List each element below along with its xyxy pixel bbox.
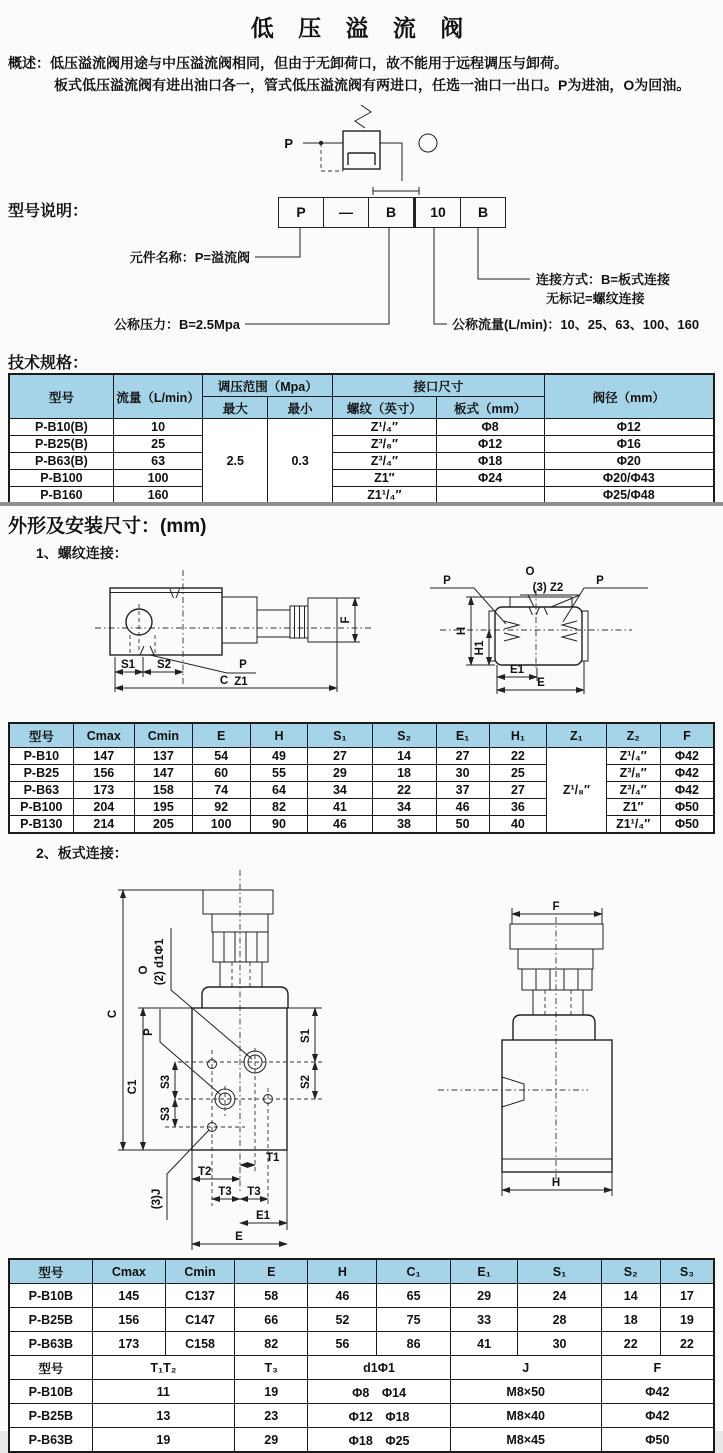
cell: P-B25B bbox=[9, 1308, 92, 1332]
port-label-o: O bbox=[525, 566, 535, 578]
cell: 30 bbox=[436, 765, 489, 782]
cell: 24 bbox=[518, 1284, 601, 1308]
col-header: S₁ bbox=[518, 1259, 601, 1284]
cell: 27 bbox=[436, 748, 489, 765]
hole-label-d1: (2) d1Φ1 bbox=[154, 938, 166, 986]
col-header: E bbox=[192, 723, 250, 748]
cell: 33 bbox=[450, 1308, 518, 1332]
dim-label-t3b: T3 bbox=[247, 1186, 261, 1198]
cell: P-B63B bbox=[9, 1428, 92, 1453]
cell-max: 2.5 bbox=[203, 419, 268, 505]
dim-label-c-plate: C bbox=[107, 1009, 119, 1019]
symbol-base-line bbox=[373, 187, 419, 195]
spec-table bbox=[8, 373, 715, 505]
table-row bbox=[9, 1332, 714, 1356]
cell: Φ12 Φ18 bbox=[308, 1404, 450, 1428]
col-header: 型号 bbox=[9, 723, 73, 748]
cell: Z1¹/₄″ bbox=[606, 816, 660, 834]
overview-line2: 板式低压溢流阀有进出油口各一，管式低压溢流阀有两进口，任选一油口一出口。P为进油，O为回油。 bbox=[54, 77, 691, 94]
cell: 28 bbox=[518, 1308, 601, 1332]
page-title: 低 压 溢 流 阀 bbox=[250, 15, 473, 41]
dim-label-e1-plate: E1 bbox=[255, 1210, 271, 1222]
pressure-callout: 公称压力：B=2.5Mpa bbox=[113, 317, 240, 332]
cell-model: P-B25(B) bbox=[9, 436, 113, 453]
model-box-b2: B bbox=[477, 204, 489, 220]
plate-connection-drawing bbox=[0, 862, 723, 1254]
cell: 22 bbox=[489, 748, 547, 765]
port-label-p-threaded: P bbox=[239, 659, 247, 671]
dim-label-s3b: S3 bbox=[160, 1106, 172, 1122]
col-header: S₂ bbox=[601, 1259, 660, 1284]
cell: P-B10B bbox=[9, 1284, 92, 1308]
col-header: Z₂ bbox=[606, 723, 660, 748]
col-plate: 板式（mm） bbox=[436, 397, 544, 419]
port-arrow-left bbox=[504, 621, 519, 641]
cell: Φ50 bbox=[660, 816, 714, 834]
cell: Z³/₈″ bbox=[606, 765, 660, 782]
col-header: S₂ bbox=[372, 723, 436, 748]
spring-icon bbox=[355, 105, 371, 128]
overview-line1: 概述：低压溢流阀用途与中压溢流阀相同，但由于无卸荷口，故不能用于远程调压与卸荷。 bbox=[8, 55, 568, 71]
cell: C137 bbox=[166, 1284, 235, 1308]
pilot-dashed-line bbox=[321, 143, 343, 171]
dim-label-s3a: S3 bbox=[160, 1074, 172, 1090]
cell-z1-merged: Z¹/₈″ bbox=[547, 748, 606, 834]
cell: 204 bbox=[73, 799, 134, 816]
threaded-side-view bbox=[95, 570, 372, 692]
col-header: E₁ bbox=[436, 723, 489, 748]
thread-label-z1: Z1 bbox=[234, 676, 248, 688]
cell: Φ42 bbox=[660, 748, 714, 765]
model-box-b: B bbox=[369, 198, 414, 227]
cell-thread: Z1″ bbox=[333, 470, 437, 487]
dim-label-c1: C1 bbox=[127, 1079, 139, 1095]
component-callout: 元件名称：P=溢流阀 bbox=[129, 250, 250, 265]
cell: 46 bbox=[308, 816, 372, 834]
table-row bbox=[9, 1404, 714, 1428]
col-header: C₁ bbox=[377, 1259, 450, 1284]
table-row bbox=[9, 782, 714, 799]
port-label-p-left: P bbox=[443, 575, 451, 587]
dim-label-e1-threaded: E1 bbox=[509, 664, 525, 676]
cell: 19 bbox=[92, 1428, 234, 1453]
cell: 23 bbox=[235, 1404, 308, 1428]
threaded-dims-table bbox=[8, 722, 715, 834]
cell-model: P-B63(B) bbox=[9, 453, 113, 470]
cell-model: P-B160 bbox=[9, 487, 113, 505]
cell: 56 bbox=[308, 1332, 377, 1356]
cell: M8×45 bbox=[450, 1428, 601, 1453]
cell: Z¹/₄″ bbox=[606, 748, 660, 765]
cell: Φ50 bbox=[601, 1428, 714, 1453]
col-model: 型号 bbox=[9, 374, 113, 419]
port-arrow-right bbox=[562, 621, 577, 641]
cell: 205 bbox=[134, 816, 192, 834]
cell: 18 bbox=[601, 1308, 660, 1332]
cell: 22 bbox=[601, 1332, 660, 1356]
cell: 54 bbox=[192, 748, 250, 765]
cell: 49 bbox=[250, 748, 308, 765]
hydraulic-symbol-diagram bbox=[255, 103, 485, 199]
overview-paragraph bbox=[8, 52, 714, 97]
threaded-sub-label: 1、螺纹连接： bbox=[36, 545, 128, 561]
col-header: F bbox=[601, 1356, 714, 1380]
cell: 55 bbox=[250, 765, 308, 782]
plate-sub-label: 2、板式连接： bbox=[36, 845, 128, 861]
dim-label-h-plate: H bbox=[551, 1177, 561, 1189]
cell-model: P-B10(B) bbox=[9, 419, 113, 436]
plate-header-row-b bbox=[9, 1356, 714, 1380]
col-header: 型号 bbox=[9, 1356, 92, 1380]
cell-dia: Φ20/Φ43 bbox=[544, 470, 714, 487]
cell: P-B130 bbox=[9, 816, 73, 834]
cell-flow: 25 bbox=[113, 436, 203, 453]
table-row bbox=[9, 765, 714, 782]
dim-label-e-threaded: E bbox=[537, 677, 545, 689]
cell: Φ42 bbox=[601, 1380, 714, 1404]
plate-dims-table bbox=[8, 1258, 715, 1453]
hole-label-j: (3)J bbox=[151, 1188, 163, 1210]
cell: Φ8 Φ14 bbox=[308, 1380, 450, 1404]
col-header: 型号 bbox=[9, 1259, 92, 1284]
connection-callout-2: 无标记=螺纹连接 bbox=[546, 291, 645, 306]
cell-flow: 160 bbox=[113, 487, 203, 505]
cell: 41 bbox=[450, 1332, 518, 1356]
cell: 19 bbox=[660, 1308, 714, 1332]
cell: Φ42 bbox=[601, 1404, 714, 1428]
cell: 29 bbox=[308, 765, 372, 782]
cell: 27 bbox=[308, 748, 372, 765]
cell: 27 bbox=[489, 782, 547, 799]
cell: 38 bbox=[372, 816, 436, 834]
cell: 22 bbox=[660, 1332, 714, 1356]
dim-label-f-threaded: F bbox=[340, 616, 352, 624]
cell-plate: Φ24 bbox=[436, 470, 544, 487]
col-min: 最小 bbox=[268, 397, 333, 419]
cell: 137 bbox=[134, 748, 192, 765]
dim-label-s1-plate: S1 bbox=[300, 1028, 312, 1044]
col-header: E bbox=[235, 1259, 308, 1284]
cell-thread: Z¹/₄″ bbox=[333, 419, 437, 436]
cell-thread: Z³/₄″ bbox=[333, 453, 437, 470]
dim-label-t2: T2 bbox=[198, 1166, 212, 1178]
section-divider bbox=[0, 502, 723, 506]
cell-dia: Φ20 bbox=[544, 453, 714, 470]
port-label-p-right: P bbox=[596, 575, 604, 587]
dim-label-t3a: T3 bbox=[218, 1186, 232, 1198]
cell: 195 bbox=[134, 799, 192, 816]
cell: 173 bbox=[73, 782, 134, 799]
cell: Φ50 bbox=[660, 799, 714, 816]
component-leader-line bbox=[255, 228, 300, 257]
table-row bbox=[9, 748, 714, 765]
dim-label-s2-plate: S2 bbox=[300, 1074, 312, 1090]
cell: C147 bbox=[166, 1308, 235, 1332]
cell-plate: Φ8 bbox=[436, 419, 544, 436]
cell: 34 bbox=[372, 799, 436, 816]
spec-section-label: 技术规格： bbox=[8, 355, 89, 372]
col-header: T₁T₂ bbox=[92, 1356, 234, 1380]
overview-label: 概述： bbox=[8, 55, 50, 71]
cell-thread: Z³/₈″ bbox=[333, 436, 437, 453]
cell: 30 bbox=[518, 1332, 601, 1356]
cell: 65 bbox=[377, 1284, 450, 1308]
col-flow: 流量（L/min） bbox=[113, 374, 203, 419]
cell-flow: 10 bbox=[113, 419, 203, 436]
plate-front-view bbox=[107, 870, 322, 1250]
col-header: H bbox=[250, 723, 308, 748]
col-thread: 螺纹（英寸） bbox=[333, 397, 437, 419]
cell-plate: Φ18 bbox=[436, 453, 544, 470]
cell: 173 bbox=[92, 1332, 165, 1356]
dim-label-f-plate: F bbox=[552, 901, 560, 913]
col-header: H bbox=[308, 1259, 377, 1284]
col-header: S₁ bbox=[308, 723, 372, 748]
cell: 156 bbox=[73, 765, 134, 782]
dim-label-c-threaded: C bbox=[219, 675, 229, 687]
cell: P-B10 bbox=[9, 748, 73, 765]
table-row bbox=[9, 1308, 714, 1332]
table-row bbox=[9, 436, 714, 453]
cell: 50 bbox=[436, 816, 489, 834]
o-port-line bbox=[380, 143, 402, 181]
cell: 41 bbox=[308, 799, 372, 816]
cell: 75 bbox=[377, 1308, 450, 1332]
thread-label-z2: (3) Z2 bbox=[532, 582, 564, 594]
cell: 214 bbox=[73, 816, 134, 834]
dim-label-h-threaded: H bbox=[456, 626, 468, 636]
cell: C158 bbox=[166, 1332, 235, 1356]
cell: Φ18 Φ25 bbox=[308, 1428, 450, 1453]
cell: 86 bbox=[377, 1332, 450, 1356]
cell: 90 bbox=[250, 816, 308, 834]
plate-side-view bbox=[438, 901, 612, 1196]
col-header: T₃ bbox=[235, 1356, 308, 1380]
cell: 46 bbox=[436, 799, 489, 816]
cell: 145 bbox=[92, 1284, 165, 1308]
table-row bbox=[9, 799, 714, 816]
cell: 17 bbox=[660, 1284, 714, 1308]
cell-dia: Φ16 bbox=[544, 436, 714, 453]
cell-plate: Φ12 bbox=[436, 436, 544, 453]
dim-label-s2: S2 bbox=[156, 659, 172, 671]
cell: 60 bbox=[192, 765, 250, 782]
cell-flow: 100 bbox=[113, 470, 203, 487]
table-row bbox=[9, 1428, 714, 1453]
cell: P-B25 bbox=[9, 765, 73, 782]
cell: 18 bbox=[372, 765, 436, 782]
cell: M8×50 bbox=[450, 1380, 601, 1404]
cell: 22 bbox=[372, 782, 436, 799]
col-dia: 阀径（mm） bbox=[544, 374, 714, 419]
port-label-p-plate: P bbox=[143, 1028, 155, 1036]
cell: 37 bbox=[436, 782, 489, 799]
cell: 40 bbox=[489, 816, 547, 834]
col-header: Cmax bbox=[73, 723, 134, 748]
table-row bbox=[9, 1380, 714, 1404]
flow-callout: 公称流量(L/min)：10、25、63、100、160 bbox=[452, 317, 700, 332]
cell: 82 bbox=[235, 1332, 308, 1356]
col-header: H₁ bbox=[489, 723, 547, 748]
valve-poppet-symbol bbox=[348, 153, 375, 165]
cell-flow: 63 bbox=[113, 453, 203, 470]
col-range: 调压范围（Mpa） bbox=[203, 374, 333, 397]
col-header: Cmax bbox=[92, 1259, 165, 1284]
col-header: J bbox=[450, 1356, 601, 1380]
side-port-profile bbox=[502, 1077, 524, 1107]
cell: P-B63 bbox=[9, 782, 73, 799]
cell: 66 bbox=[235, 1308, 308, 1332]
dim-label-t1: T1 bbox=[266, 1152, 280, 1164]
model-code-boxes bbox=[278, 197, 506, 228]
dim-label-e-plate: E bbox=[235, 1231, 243, 1243]
cell: 34 bbox=[308, 782, 372, 799]
cell: 36 bbox=[489, 799, 547, 816]
cell: P-B25B bbox=[9, 1404, 92, 1428]
cell: 19 bbox=[235, 1380, 308, 1404]
cell: 14 bbox=[372, 748, 436, 765]
cell: 100 bbox=[192, 816, 250, 834]
cell: 82 bbox=[250, 799, 308, 816]
table-row bbox=[9, 1284, 714, 1308]
dim-label-s1: S1 bbox=[120, 659, 136, 671]
table-row bbox=[9, 419, 714, 436]
cell: P-B10B bbox=[9, 1380, 92, 1404]
cell: 13 bbox=[92, 1404, 234, 1428]
port-mark-top bbox=[170, 589, 180, 598]
cell: Φ42 bbox=[660, 765, 714, 782]
cell: P-B100 bbox=[9, 799, 73, 816]
cell: 29 bbox=[235, 1428, 308, 1453]
connection-leader-line bbox=[478, 228, 530, 279]
cell-dia: Φ12 bbox=[544, 419, 714, 436]
cell: M8×40 bbox=[450, 1404, 601, 1428]
threaded-end-view bbox=[430, 566, 648, 694]
cell: Φ42 bbox=[660, 782, 714, 799]
pressure-leader-line bbox=[245, 228, 389, 324]
col-header: Cmin bbox=[134, 723, 192, 748]
model-box-10: 10 bbox=[414, 198, 461, 227]
cell-model: P-B100 bbox=[9, 470, 113, 487]
model-box-dash: — bbox=[324, 198, 369, 227]
col-header: Z₁ bbox=[547, 723, 606, 748]
col-header: d1Φ1 bbox=[308, 1356, 450, 1380]
port-label-o-plate: O bbox=[138, 965, 150, 975]
col-header: E₁ bbox=[450, 1259, 518, 1284]
cell-dia: Φ25/Φ48 bbox=[544, 487, 714, 505]
flow-leader-line bbox=[434, 228, 447, 324]
table-row bbox=[9, 453, 714, 470]
cell-thread: Z1¹/₄″ bbox=[333, 487, 437, 505]
cell: Z1″ bbox=[606, 799, 660, 816]
cell: 58 bbox=[235, 1284, 308, 1308]
cell: 74 bbox=[192, 782, 250, 799]
col-header: S₃ bbox=[660, 1259, 714, 1284]
cell: 147 bbox=[134, 765, 192, 782]
model-callouts bbox=[0, 228, 723, 344]
cell: 158 bbox=[134, 782, 192, 799]
cell: Z³/₄″ bbox=[606, 782, 660, 799]
cell: 147 bbox=[73, 748, 134, 765]
cell: 46 bbox=[308, 1284, 377, 1308]
cell: 29 bbox=[450, 1284, 518, 1308]
outline-heading: 外形及安装尺寸：(mm) bbox=[8, 516, 207, 537]
col-header: Cmin bbox=[166, 1259, 235, 1284]
cell: 11 bbox=[92, 1380, 234, 1404]
cell-min: 0.3 bbox=[268, 419, 333, 505]
port-mark-bottom bbox=[140, 646, 154, 655]
plate-header-row-a bbox=[9, 1259, 714, 1284]
cell: 156 bbox=[92, 1308, 165, 1332]
spec-header-row1 bbox=[9, 374, 714, 397]
cell: 92 bbox=[192, 799, 250, 816]
cell: P-B63B bbox=[9, 1332, 92, 1356]
cell: 25 bbox=[489, 765, 547, 782]
threaded-connection-drawing bbox=[0, 558, 723, 720]
cell: 14 bbox=[601, 1284, 660, 1308]
symbol-p-label: P bbox=[284, 136, 293, 151]
table-row bbox=[9, 816, 714, 834]
o-port-circle bbox=[419, 134, 437, 152]
connection-callout-1: 连接方式：B=板式连接 bbox=[536, 272, 670, 287]
model-section-label: 型号说明： bbox=[8, 203, 89, 220]
model-box-p: P bbox=[279, 198, 324, 227]
col-header: F bbox=[660, 723, 714, 748]
threaded-header-row bbox=[9, 723, 714, 748]
table-row bbox=[9, 470, 714, 487]
cell: 52 bbox=[308, 1308, 377, 1332]
cell: 64 bbox=[250, 782, 308, 799]
col-max: 最大 bbox=[203, 397, 268, 419]
dim-label-h1: H1 bbox=[474, 640, 486, 656]
col-port: 接口尺寸 bbox=[333, 374, 544, 397]
